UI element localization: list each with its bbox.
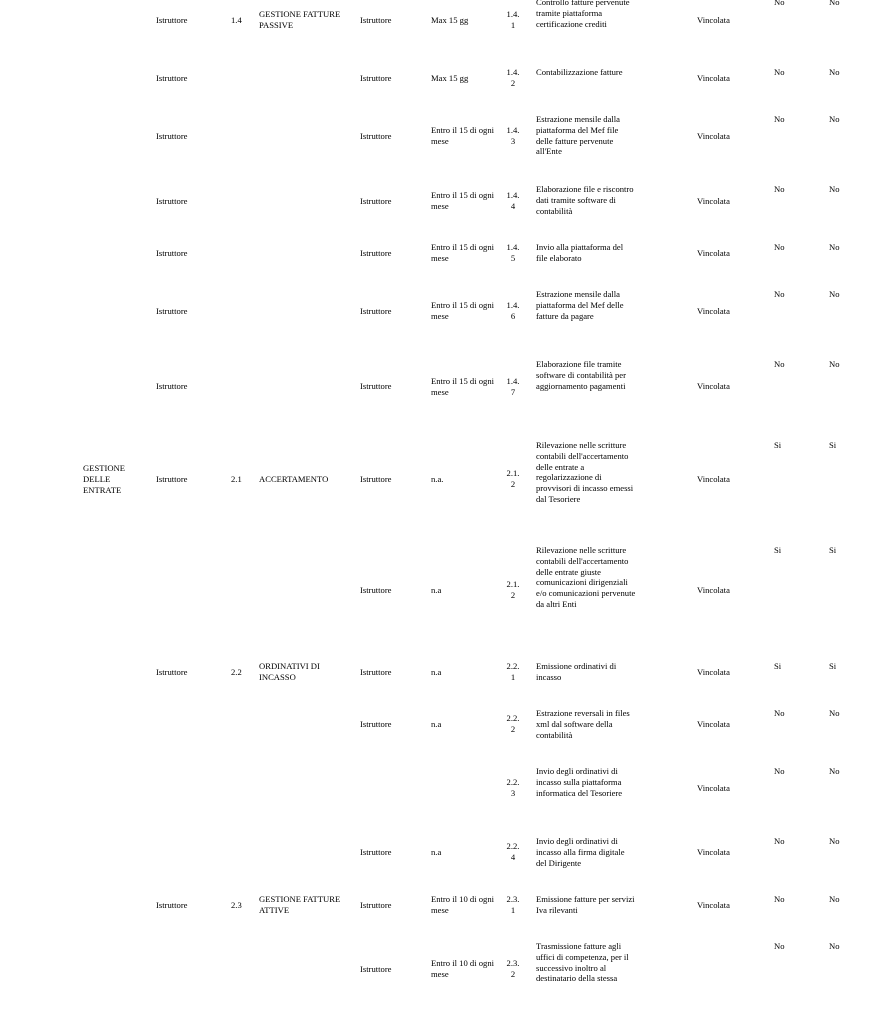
executor-cell: Istruttore xyxy=(360,306,392,316)
responsible-cell: Istruttore xyxy=(156,196,188,206)
executor-cell: Istruttore xyxy=(360,719,392,729)
flag-a-cell: No xyxy=(774,894,785,904)
discretion-cell: Vincolata xyxy=(697,847,730,857)
timing-cell: Entro il 15 di ogni mese xyxy=(431,242,495,263)
activity-code-cell: 1.4. 6 xyxy=(506,300,520,321)
area-cell: GESTIONE DELLE ENTRATE xyxy=(83,463,126,495)
process-name-cell: ORDINATIVI DI INCASSO xyxy=(259,661,320,682)
activity-description-cell: Estrazione mensile dalla piattaforma del Mef delle fatture da pagare xyxy=(536,289,624,321)
activity-code-cell: 2.1. 2 xyxy=(506,579,520,600)
flag-b-cell: No xyxy=(829,184,840,194)
responsible-cell: Istruttore xyxy=(156,474,188,484)
timing-cell: n.a. xyxy=(431,474,444,484)
discretion-cell: Vincolata xyxy=(697,585,730,595)
process-code-cell: 1.4 xyxy=(231,15,242,25)
activity-description-cell: Estrazione reversali in files xml dal software della contabilità xyxy=(536,708,630,740)
timing-cell: n.a xyxy=(431,667,442,677)
timing-cell: n.a xyxy=(431,585,442,595)
activity-description-cell: Rilevazione nelle scritture contabili dell'accertamento delle entrate giuste comunicazioni dirigenziali e/o comunicazioni pervenute da altri Enti xyxy=(536,545,636,609)
executor-cell: Istruttore xyxy=(360,667,392,677)
process-code-cell: 2.3 xyxy=(231,900,242,910)
flag-b-cell: No xyxy=(829,836,840,846)
activity-code-cell: 2.3. 1 xyxy=(506,894,520,915)
flag-b-cell: No xyxy=(829,894,840,904)
flag-b-cell: No xyxy=(829,67,840,77)
timing-cell: Max 15 gg xyxy=(431,15,469,25)
activity-code-cell: 1.4. 1 xyxy=(506,9,520,30)
activity-description-cell: Estrazione mensile dalla piattaforma del Mef file delle fatture pervenute all'Ente xyxy=(536,114,620,157)
discretion-cell: Vincolata xyxy=(697,719,730,729)
discretion-cell: Vincolata xyxy=(697,667,730,677)
activity-code-cell: 1.4. 5 xyxy=(506,242,520,263)
flag-b-cell: No xyxy=(829,708,840,718)
flag-a-cell: No xyxy=(774,242,785,252)
flag-b-cell: Si xyxy=(829,440,837,450)
activity-code-cell: 2.2. 2 xyxy=(506,713,520,734)
timing-cell: Entro il 15 di ogni mese xyxy=(431,190,495,211)
timing-cell: Entro il 15 di ogni mese xyxy=(431,300,495,321)
executor-cell: Istruttore xyxy=(360,585,392,595)
activity-code-cell: 2.1. 2 xyxy=(506,468,520,489)
discretion-cell: Vincolata xyxy=(697,783,730,793)
discretion-cell: Vincolata xyxy=(697,196,730,206)
flag-b-cell: No xyxy=(829,242,840,252)
executor-cell: Istruttore xyxy=(360,381,392,391)
responsible-cell: Istruttore xyxy=(156,900,188,910)
flag-a-cell: No xyxy=(774,114,785,124)
executor-cell: Istruttore xyxy=(360,847,392,857)
timing-cell: Entro il 15 di ogni mese xyxy=(431,376,495,397)
responsible-cell: Istruttore xyxy=(156,667,188,677)
discretion-cell: Vincolata xyxy=(697,381,730,391)
flag-b-cell: No xyxy=(829,941,840,951)
executor-cell: Istruttore xyxy=(360,248,392,258)
process-name-cell: GESTIONE FATTURE ATTIVE xyxy=(259,894,341,915)
activity-description-cell: Elaborazione file e riscontro dati tramite software di contabilità xyxy=(536,184,634,216)
discretion-cell: Vincolata xyxy=(697,248,730,258)
activity-description-cell: Elaborazione file tramite software di contabilità per aggiornamento pagamenti xyxy=(536,359,626,391)
activity-code-cell: 2.2. 3 xyxy=(506,777,520,798)
activity-code-cell: 1.4. 4 xyxy=(506,190,520,211)
activity-code-cell: 1.4. 3 xyxy=(506,125,520,146)
flag-a-cell: No xyxy=(774,766,785,776)
responsible-cell: Istruttore xyxy=(156,131,188,141)
timing-cell: n.a xyxy=(431,847,442,857)
activity-description-cell: Rilevazione nelle scritture contabili dell'accertamento delle entrate a regolarizzazione di provvisori di incasso emessi dal Tesoriere xyxy=(536,440,634,504)
activity-description-cell: Controllo fatture pervenute tramite piattaforma certificazione crediti xyxy=(536,0,630,29)
activity-code-cell: 1.4. 2 xyxy=(506,67,520,88)
timing-cell: n.a xyxy=(431,719,442,729)
flag-b-cell: No xyxy=(829,359,840,369)
executor-cell: Istruttore xyxy=(360,15,392,25)
activity-code-cell: 2.3. 2 xyxy=(506,958,520,979)
flag-b-cell: Si xyxy=(829,545,837,555)
discretion-cell: Vincolata xyxy=(697,474,730,484)
responsible-cell: Istruttore xyxy=(156,73,188,83)
activity-description-cell: Emissione fatture per servizi Iva rilevanti xyxy=(536,894,635,915)
activity-description-cell: Invio degli ordinativi di incasso sulla piattaforma informatica del Tesoriere xyxy=(536,766,623,798)
responsible-cell: Istruttore xyxy=(156,248,188,258)
timing-cell: Entro il 15 di ogni mese xyxy=(431,125,495,146)
flag-b-cell: Si xyxy=(829,661,837,671)
responsible-cell: Istruttore xyxy=(156,381,188,391)
discretion-cell: Vincolata xyxy=(697,131,730,141)
activity-description-cell: Contabilizzazione fatture xyxy=(536,67,623,77)
timing-cell: Entro il 10 di ogni mese xyxy=(431,894,495,915)
executor-cell: Istruttore xyxy=(360,474,392,484)
activity-code-cell: 1.4. 7 xyxy=(506,376,520,397)
responsible-cell: Istruttore xyxy=(156,306,188,316)
flag-a-cell: No xyxy=(774,708,785,718)
process-name-cell: GESTIONE FATTURE PASSIVE xyxy=(259,9,341,30)
responsible-cell: Istruttore xyxy=(156,15,188,25)
flag-a-cell: Si xyxy=(774,661,782,671)
flag-a-cell: No xyxy=(774,184,785,194)
discretion-cell: Vincolata xyxy=(697,73,730,83)
flag-a-cell: No xyxy=(774,941,785,951)
flag-b-cell: No xyxy=(829,0,840,7)
activity-description-cell: Emissione ordinativi di incasso xyxy=(536,661,617,682)
activity-description-cell: Trasmissione fatture agli uffici di competenza, per il successivo inoltro al destinatario della stessa xyxy=(536,941,629,984)
executor-cell: Istruttore xyxy=(360,196,392,206)
flag-a-cell: No xyxy=(774,0,785,7)
flag-b-cell: No xyxy=(829,766,840,776)
flag-a-cell: No xyxy=(774,289,785,299)
activity-code-cell: 2.2. 4 xyxy=(506,841,520,862)
timing-cell: Entro il 10 di ogni mese xyxy=(431,958,495,979)
discretion-cell: Vincolata xyxy=(697,306,730,316)
activity-description-cell: Invio alla piattaforma del file elaborato xyxy=(536,242,624,263)
discretion-cell: Vincolata xyxy=(697,15,730,25)
timing-cell: Max 15 gg xyxy=(431,73,469,83)
flag-a-cell: Si xyxy=(774,545,782,555)
flag-a-cell: No xyxy=(774,67,785,77)
process-code-cell: 2.1 xyxy=(231,474,242,484)
discretion-cell: Vincolata xyxy=(697,900,730,910)
activity-code-cell: 2.2. 1 xyxy=(506,661,520,682)
flag-a-cell: Si xyxy=(774,440,782,450)
executor-cell: Istruttore xyxy=(360,73,392,83)
process-name-cell: ACCERTAMENTO xyxy=(259,474,329,484)
process-code-cell: 2.2 xyxy=(231,667,242,677)
executor-cell: Istruttore xyxy=(360,964,392,974)
activity-description-cell: Invio degli ordinativi di incasso alla firma digitale del Dirigente xyxy=(536,836,625,868)
flag-b-cell: No xyxy=(829,289,840,299)
flag-b-cell: No xyxy=(829,114,840,124)
executor-cell: Istruttore xyxy=(360,900,392,910)
flag-a-cell: No xyxy=(774,836,785,846)
flag-a-cell: No xyxy=(774,359,785,369)
executor-cell: Istruttore xyxy=(360,131,392,141)
